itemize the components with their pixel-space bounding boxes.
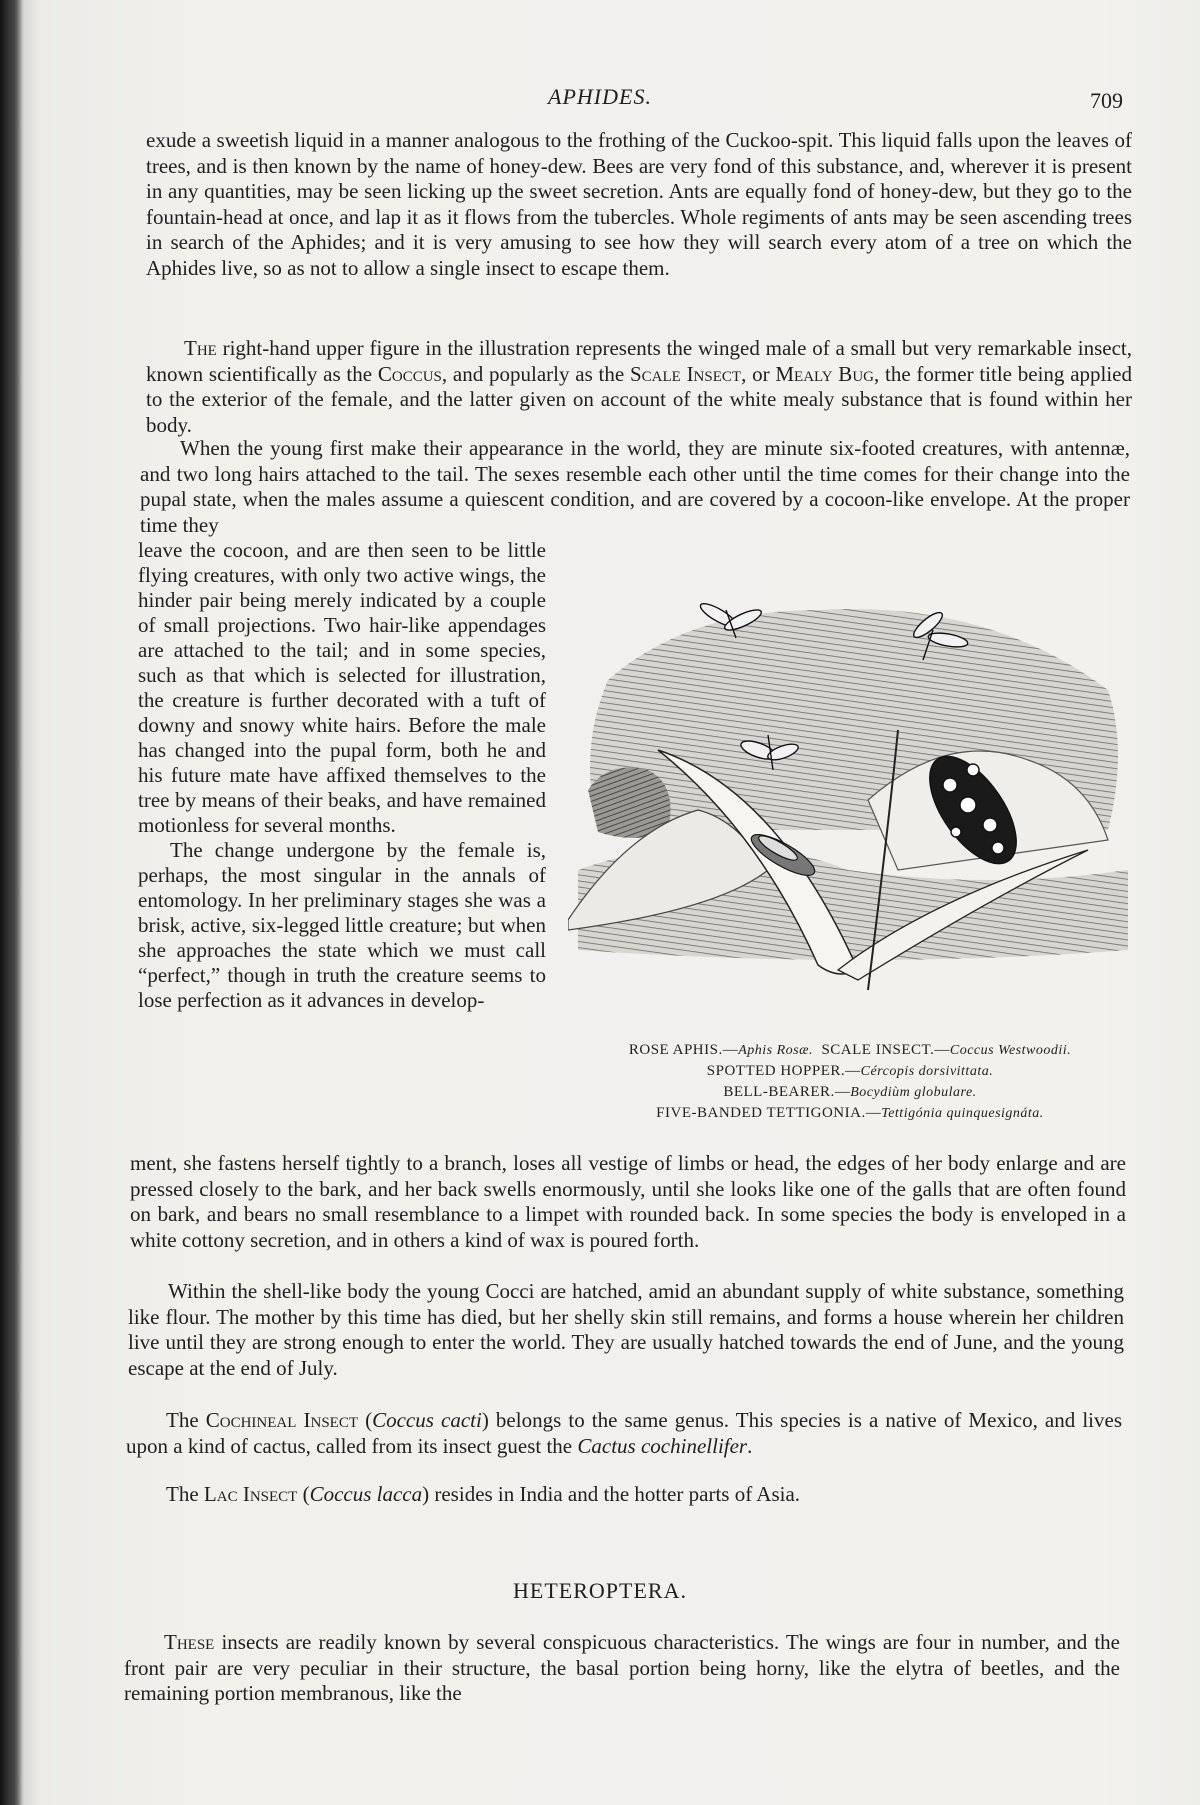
caption-line-3: BELL-BEARER.—Bocydiùm globulare.	[723, 1084, 977, 1100]
term-lac-insect: Lac Insect	[203, 1482, 298, 1506]
paragraph-female-change: The change undergone by the female is, perhaps, the most singular in the annals of entomology. In her preliminary stages she was a brisk, active, six-legged little creature; but when she approaches the state which we must call “perfect,” though in truth the creature seems to lose perfection as it advances in develop-	[138, 838, 546, 1012]
paragraph-heteroptera: These insects are readily known by several conspicuous characteristics. The wings are four in number, and the front pair are very peculiar in their structure, the basal portion being horny, like the elytra of beetles, and the remaining portion membranous, like the	[124, 1630, 1120, 1705]
paragraph-female-change-continued: ment, she fastens herself tightly to a branch, loses all vestige of limbs or head, the edges of her body enlarge and are pressed closely to the bark, and her back swells enormously, until she looks like one of the galls that are often found on bark, and bears no small resemblance to a limpet with rounded back. In some species the body is enveloped in a white cottony secretion, and in others a kind of wax is poured forth.	[130, 1151, 1126, 1252]
page-number: 709	[1090, 88, 1123, 113]
term-scale-insect: Scale Insect	[629, 361, 742, 386]
insect-illustration	[568, 570, 1128, 1030]
caption-line-1: ROSE APHIS.—Aphis Rosæ. SCALE INSECT.—Coccus Westwoodii.	[628, 1042, 1072, 1058]
paragraph-cochineal: The Cochineal Insect (Coccus cacti) belongs to the same genus. This species is a native of Mexico, and lives upon a kind of cactus, called from its insect guest the Cactus cochinellifer.	[126, 1408, 1122, 1458]
term-coccus: Coccus	[377, 361, 442, 386]
binding-shadow	[0, 0, 22, 1805]
lead-word: The	[184, 336, 217, 360]
lead-word: These	[164, 1630, 215, 1654]
caption-line-2: SPOTTED HOPPER.—Cércopis dorsivittata.	[706, 1063, 994, 1079]
wrapped-text-column	[138, 538, 546, 1013]
paragraph-cocoon: leave the cocoon, and are then seen to be little flying creatures, with only two active wings, the hinder pair being merely indicated by a couple of small projections. Two hair-like appendages are attached to the tail; and in some species, such as that which is selected for illustration, the creature is further decorated with a tuft of downy and snowy white hairs. Before the male has changed into the pupal form, both he and his future mate have affixed themselves to the tree by means of their beaks, and have remained motionless for several months.	[138, 538, 546, 837]
section-heading: HETEROPTERA.	[513, 1578, 687, 1603]
term-cochineal-insect: Cochineal Insect	[205, 1408, 359, 1432]
running-head: APHIDES.	[548, 84, 652, 109]
figure-caption	[560, 1040, 1140, 1124]
term-mealy-bug: Mealy Bug	[775, 361, 874, 386]
paragraph-young: When the young first make their appearance in the world, they are minute six-footed creatures, with antennæ, and two long hairs attached to the tail. The sexes resemble each other until the time comes for their change into the pupal state, when the males assume a quiescent condition, and are covered by a cocoon-like envelope. At the proper time they	[140, 436, 1130, 537]
paragraph-lac-insect: The Lac Insect (Coccus lacca) resides in India and the hotter parts of Asia.	[166, 1482, 801, 1506]
paragraph-young-cocci: Within the shell-like body the young Cocci are hatched, amid an abundant supply of white substance, something like flour. The mother by this time has died, but her shelly skin still remains, and forms a house wherein her children live until they are strong enough to enter the world. They are usually hatched towards the end of June, and the young escape at the end of July.	[128, 1279, 1124, 1380]
caption-line-4: FIVE-BANDED TETTIGONIA.—Tettigónia quinquesignáta.	[656, 1105, 1044, 1121]
paragraph-coccus: The right-hand upper figure in the illustration represents the winged male of a small but very remarkable insect, known scientifically as the Coccus, and popularly as the Scale Insect, or Mealy Bug, the former title being applied to the exterior of the female, and the latter given on account of the white mealy substance that is found within her body.	[146, 336, 1133, 437]
paragraph-honey-dew: exude a sweetish liquid in a manner analogous to the frothing of the Cuckoo-spit. This liquid falls upon the leaves of trees, and is then known by the name of honey-dew. Bees are very fond of this substance, and, wherever it is present in any quantities, may be seen licking up the sweet secretion. Ants are equally fond of honey-dew, but they go to the fountain-head at once, and lap it as it flows from the tubercles. Whole regiments of ants may be seen ascending trees in search of the Aphides; and it is very amusing to see how they will search every atom of a tree on which the Aphides live, so as not to allow a single insect to escape them.	[146, 128, 1132, 280]
